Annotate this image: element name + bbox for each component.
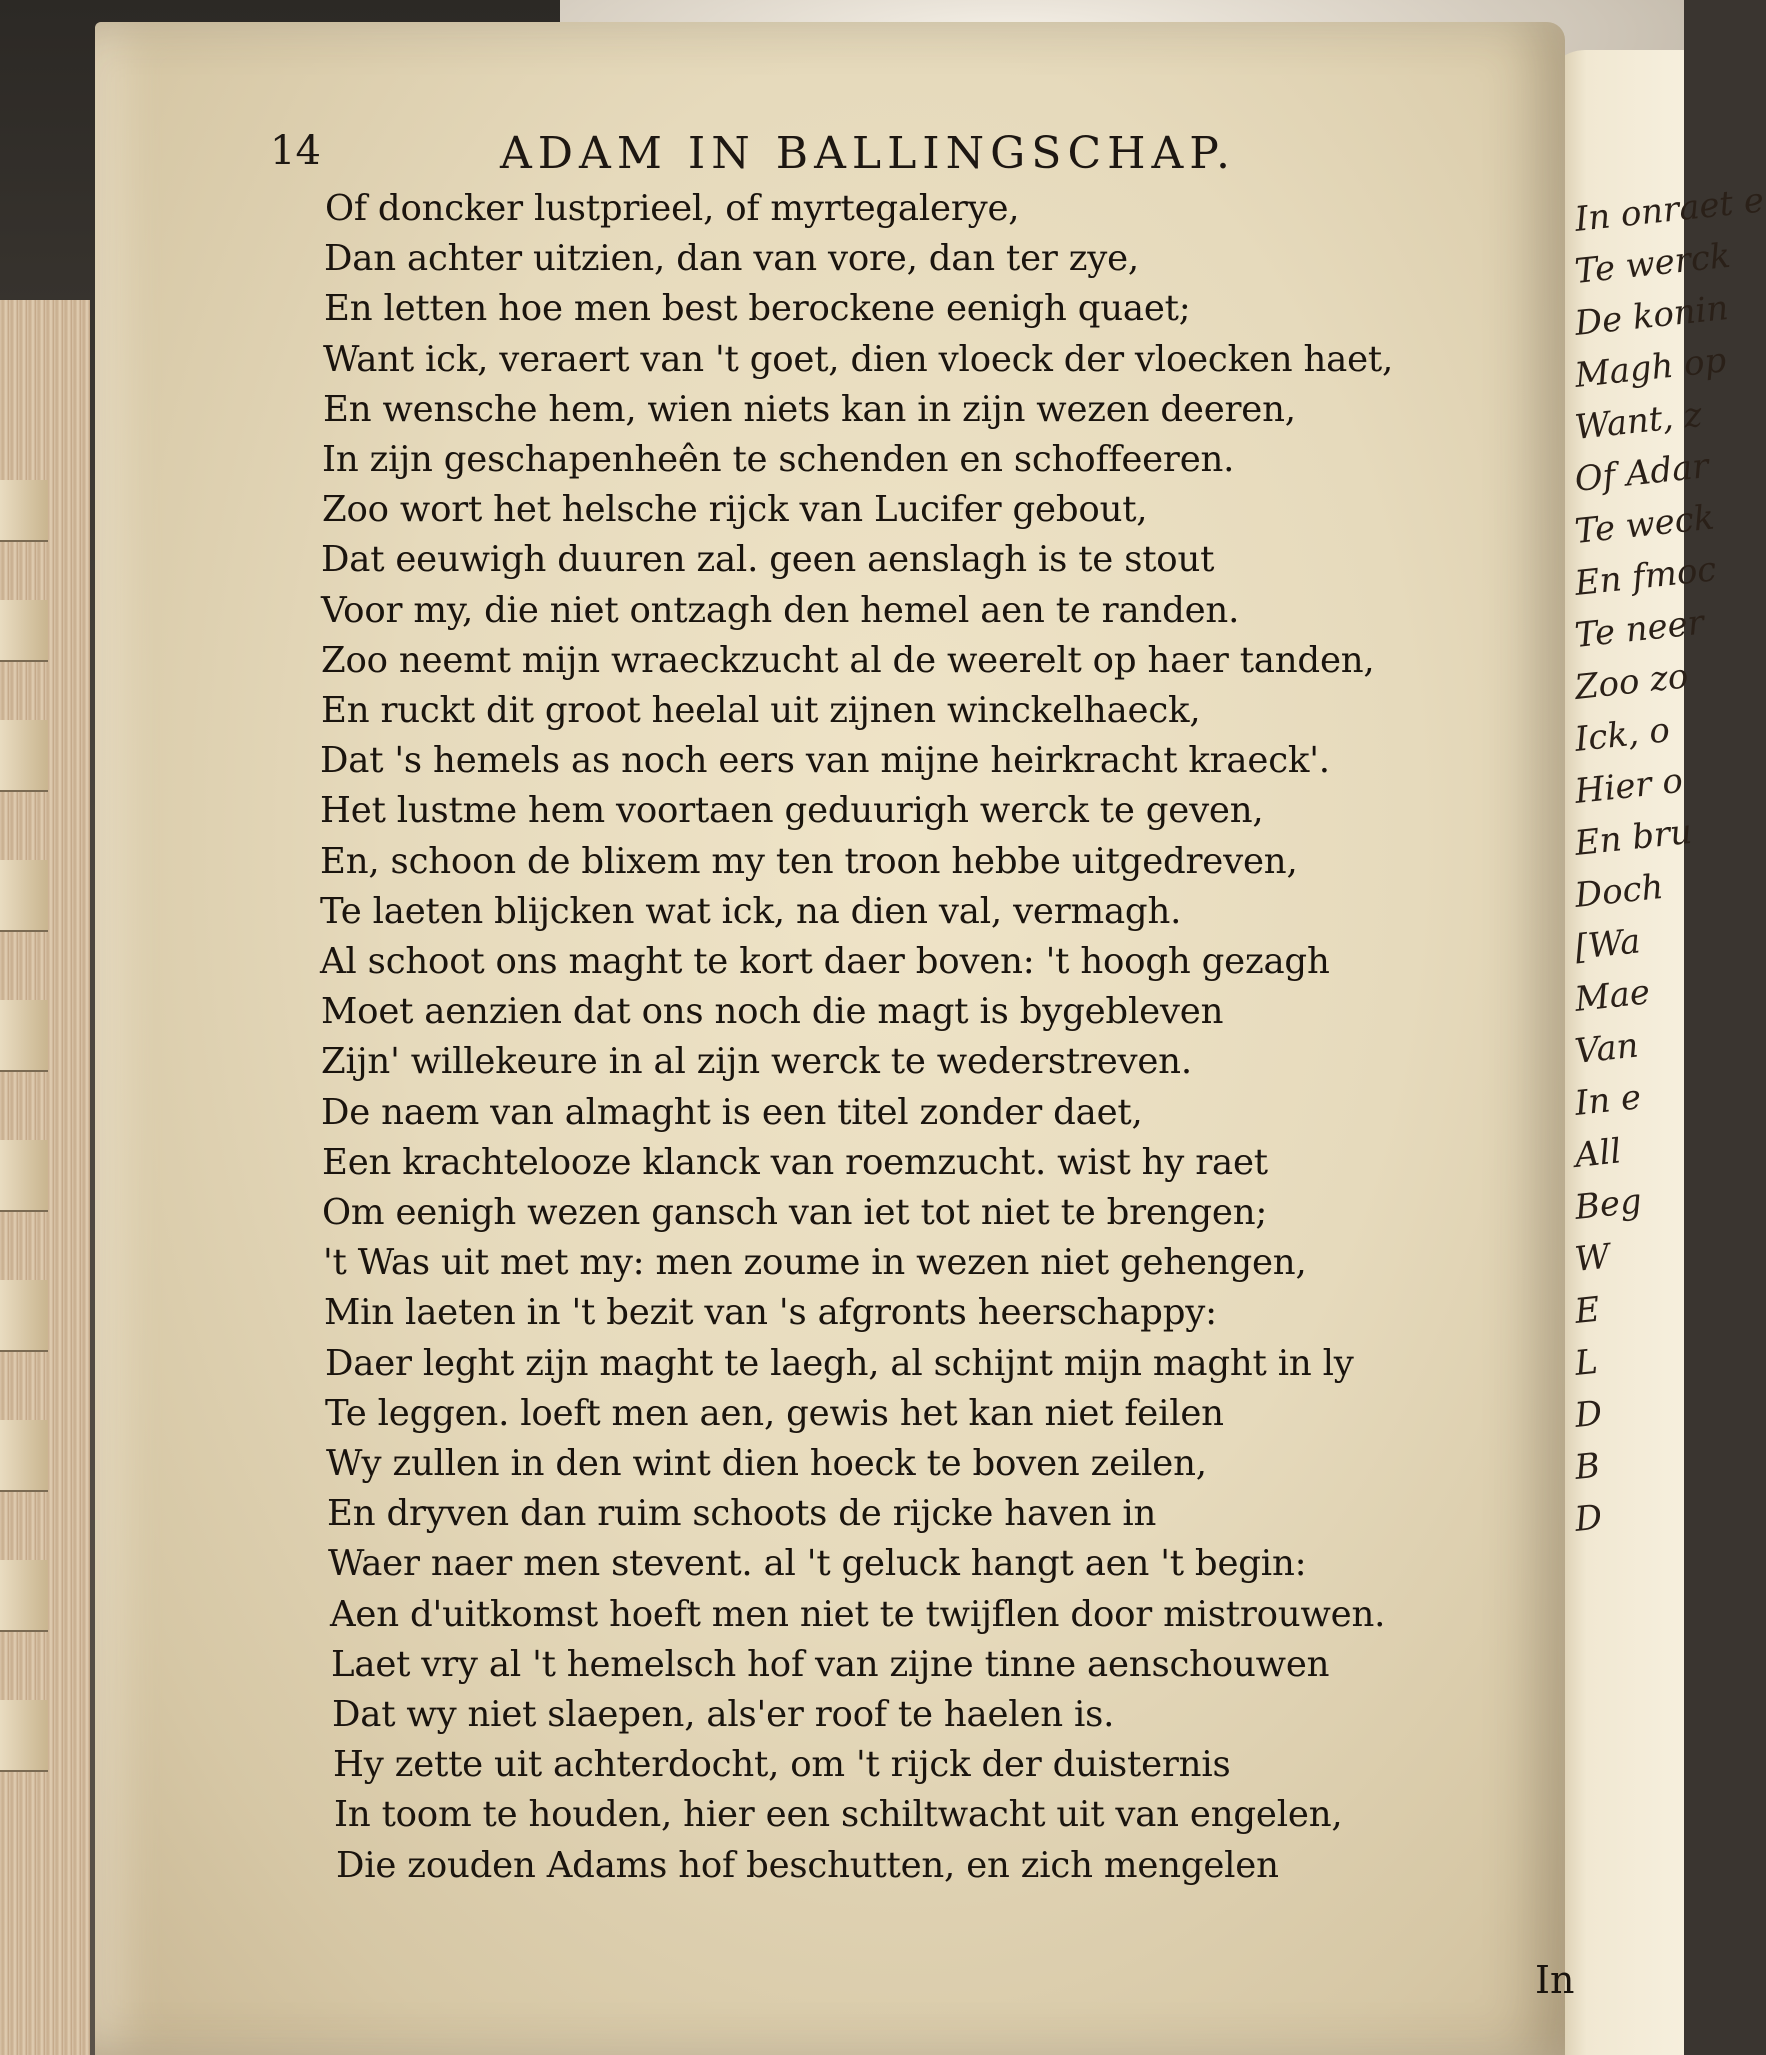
poem-line: En letten hoe men best berockene eenigh quaet; <box>324 288 1191 330</box>
page-edges <box>0 300 90 2055</box>
facing-page-line: Zoo zo <box>1572 656 1691 708</box>
edge-tab <box>0 860 48 932</box>
edge-tab <box>0 1700 48 1772</box>
poem-line: In toom te houden, hier een schiltwacht uit van engelen, <box>334 1794 1343 1836</box>
facing-page-line: Te werck <box>1572 235 1733 292</box>
edge-tab <box>0 1420 48 1492</box>
facing-page-line: De konin <box>1572 288 1731 344</box>
page-header <box>270 128 1320 188</box>
running-head: ADAM IN BALLINGSCHAP. <box>500 128 1236 179</box>
poem-line: Want ick, veraert van 't goet, dien vloeck der vloecken haet, <box>323 338 1394 380</box>
facing-page-line: Van <box>1572 1025 1641 1072</box>
edge-tab <box>0 1000 48 1072</box>
facing-page-line: En bru <box>1572 811 1694 864</box>
facing-page-line: L <box>1572 1341 1600 1384</box>
poem-line: Voor my, die niet ontzagh den hemel aen te randen. <box>321 589 1240 631</box>
facing-page-line: Doch <box>1572 866 1666 916</box>
poem-line: Zoo neemt mijn wraeckzucht al de weerelt op haer tanden, <box>321 639 1375 681</box>
poem-line: Waer naer men stevent. al 't geluck hangt aen 't begin: <box>328 1543 1307 1585</box>
poem-line: Zijn' willekeure in al zijn werck te wederstreven. <box>321 1041 1192 1083</box>
poem-line: Aen d'uitkomst hoeft men niet te twijflen door mistrouwen. <box>330 1593 1386 1635</box>
facing-page-line: W <box>1572 1236 1612 1280</box>
edge-tab <box>0 480 48 542</box>
poem-line: Dat wy niet slaepen, als'er roof te haelen is. <box>332 1694 1115 1735</box>
poem-line: Min laeten in 't bezit van 's afgronts heerschappy: <box>324 1292 1217 1334</box>
facing-page-line: Hier o <box>1572 760 1685 812</box>
facing-page-line: D <box>1572 1497 1605 1540</box>
facing-page-line: All <box>1572 1131 1624 1176</box>
poem-line: Een krachtelooze klanck van roemzucht. wist hy raet <box>322 1141 1268 1183</box>
poem-line: 't Was uit met my: men zoume in wezen niet gehengen, <box>323 1242 1307 1284</box>
edge-tab <box>0 1140 48 1212</box>
poem-line: Laet vry al 't hemelsch hof van zijne tinne aenschouwen <box>331 1643 1330 1685</box>
facing-page <box>1545 50 1766 2055</box>
facing-page-line: B <box>1572 1445 1602 1488</box>
poem-line: En wensche hem, wien niets kan in zijn wezen deeren, <box>323 388 1296 430</box>
facing-page-line: Ick, o <box>1572 710 1672 760</box>
poem-line: Te laeten blijcken wat ick, na dien val, vermagh. <box>320 890 1182 932</box>
facing-page-line: In e <box>1572 1077 1643 1124</box>
facing-page-line: Mae <box>1572 972 1652 1020</box>
poem-line: Dan achter uitzien, dan van vore, dan ter zye, <box>324 238 1139 280</box>
poem-line: Zoo wort het helsche rijck van Lucifer gebout, <box>322 489 1148 531</box>
poem-line: Te leggen. loeft men aen, gewis het kan niet feilen <box>325 1392 1224 1434</box>
facing-page-line: E <box>1572 1289 1602 1332</box>
poem-line: Om eenigh wezen gansch van iet tot niet te brengen; <box>322 1192 1268 1233</box>
poem-line: In zijn geschapenheên te schenden en schoffeeren. <box>322 439 1235 480</box>
poem-line: De naem van almaght is een titel zonder daet, <box>321 1091 1143 1133</box>
facing-page-line: [Wa <box>1572 921 1643 968</box>
facing-page-line: Magh op <box>1572 340 1729 396</box>
poem-line: Of doncker lustprieel, of myrtegalerye, <box>325 188 1020 229</box>
facing-page-line: D <box>1572 1393 1605 1436</box>
facing-page-line: En fmoc <box>1572 549 1719 604</box>
edge-tab <box>0 720 48 792</box>
facing-page-line: Te weck <box>1572 497 1717 552</box>
edge-tab <box>0 1280 48 1352</box>
page-number: 14 <box>270 128 321 174</box>
poem-line: En dryven dan ruim schoots de rijcke haven in <box>327 1493 1157 1535</box>
poem-line: Dat 's hemels as noch eers van mijne heirkracht kraeck'. <box>320 740 1330 782</box>
facing-page-line: Of Adar <box>1572 446 1711 500</box>
poem-line: Al schoot ons maght te kort daer boven: 't hoogh gezagh <box>320 941 1330 982</box>
poem-line: Het lustme hem voortaen geduurigh werck te geven, <box>320 790 1264 832</box>
edge-tab <box>0 1560 48 1632</box>
poem-line: Wy zullen in den wint dien hoeck te boven zeilen, <box>326 1443 1207 1484</box>
poem-line: En, schoon de blixem my ten troon hebbe uitgedreven, <box>320 840 1298 882</box>
poem-line: Hy zette uit achterdocht, om 't rijck der duisternis <box>333 1744 1231 1786</box>
poem-line: Dat eeuwigh duuren zal. geen aenslagh is te stout <box>321 539 1215 581</box>
poem-line: Moet aenzien dat ons noch die magt is bygebleven <box>321 991 1224 1033</box>
facing-page-line: Te neer <box>1572 602 1706 656</box>
facing-page-line: In onraet e <box>1572 180 1766 240</box>
edge-tab <box>0 600 48 662</box>
facing-page-line: Want, z <box>1572 394 1704 448</box>
catchword: In <box>1535 1958 1575 2002</box>
facing-page-line: Beg <box>1572 1181 1644 1228</box>
poem-line: Daer leght zijn maght te laegh, al schijnt mijn maght in ly <box>325 1342 1354 1384</box>
poem-line: Die zouden Adams hof beschutten, en zich mengelen <box>336 1844 1279 1886</box>
poem-line: En ruckt dit groot heelal uit zijnen winckelhaeck, <box>321 690 1201 731</box>
